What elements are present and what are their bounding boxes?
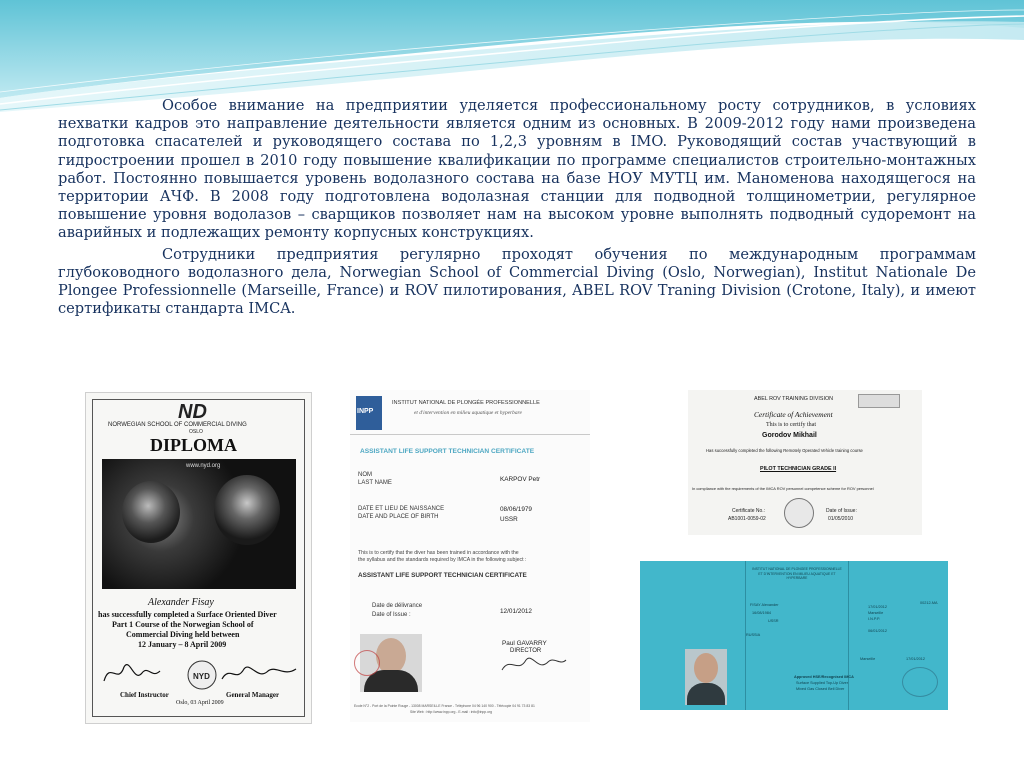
logbook-course-line-3: Mixed Gas Closed Bell Diver <box>796 687 845 691</box>
inpp-director-signature <box>498 652 568 676</box>
diploma-diver-photo <box>102 459 296 589</box>
inpp-issue-fr-label: Date de délivrance <box>372 603 423 609</box>
diploma-certificate-image <box>85 392 312 724</box>
inpp-nom-label: NOM <box>358 472 372 478</box>
inpp-certificate-title: ASSISTANT LIFE SUPPORT TECHNICIAN CERTIFICATE <box>360 448 535 455</box>
abel-header: ABEL ROV TRAINING DIVISION <box>754 396 834 402</box>
inpp-birth-fr-label: DATE ET LIEU DE NAISSANCE <box>358 506 445 512</box>
diploma-school-name: NORWEGIAN SCHOOL OF COMMERCIAL DIVING <box>108 422 247 428</box>
diploma-line-1: has successfully completed a Surface Oriented Diver <box>98 610 277 619</box>
inpp-lastname-label: LAST NAME <box>358 480 392 486</box>
diploma-city: OSLO <box>189 429 203 435</box>
body-text <box>58 97 976 321</box>
logbook-birth-date: 16/08/1984 <box>752 611 772 615</box>
logbook-holder-photo <box>685 649 727 705</box>
logbook-origin: USSR <box>768 619 779 623</box>
diploma-chief-instructor: Chief Instructor <box>120 691 169 699</box>
inpp-holder-photo <box>360 634 422 692</box>
inpp-certify-line-1: This is to certify that the diver has been trained in accordance with the <box>358 550 519 556</box>
inpp-footer-line-1: Ecole N°2 - Port de la Pointe Rouge - 13008 MARSEILLE France - Téléphone 04 96 140 900 - Télécopie 04 91 73 83 81 <box>354 704 535 708</box>
logbook-course-line-2: Surface Supplied Top-Up Diver <box>796 681 849 685</box>
diploma-recipient-name: Alexander Fisay <box>148 597 214 608</box>
diploma-line-2: Part 1 Course of the Norwegian School of <box>112 620 254 629</box>
inpp-institute-name: INSTITUT NATIONAL DE PLONGÉE PROFESSIONNELLE <box>392 400 540 406</box>
logbook-holder-name: FISAY Alexander <box>750 603 779 607</box>
logbook-card-number: 00212-MA <box>920 601 938 605</box>
inpp-footer-line-2: Site Web : http://www.inpp.org - E-mail : info@inpp.org <box>410 710 492 714</box>
inpp-issue-en-label: Date of Issue : <box>372 612 411 618</box>
inpp-birth-date: 08/06/1979 <box>500 506 532 513</box>
diver-logbook-card-image <box>640 561 948 710</box>
logbook-issue-date: 06/01/2012 <box>868 629 888 633</box>
inpp-birth-place: USSR <box>500 516 518 523</box>
abel-recipient-name: Gorodov Mikhail <box>762 432 817 439</box>
paragraph-2: Сотрудники предприятия регулярно проходят обучения по международным программам глубоководного водолазного дела, Norwegian School of Commercial Diving (Oslo, Norwegian), Institut Nationale De Plongee Professionnelle (Marseille, France) и ROV пилотирования, ABEL ROV Traning Division (Crotone, Italy), и имеют сертификаты стандарта IMCA. <box>58 245 976 318</box>
diploma-place-date: Oslo, 03 April 2009 <box>176 700 224 706</box>
diploma-general-manager: General Manager <box>226 691 280 699</box>
abel-cert-no: AB1001-0059-02 <box>728 516 766 522</box>
inpp-director-title: DIRECTOR <box>510 648 542 654</box>
abel-completed: Has successfully completed the following Remotely Operated Vehicle training course <box>706 448 863 453</box>
logbook-country: RUSSIA <box>746 633 761 637</box>
inpp-subject: ASSISTANT LIFE SUPPORT TECHNICIAN CERTIFICATE <box>358 572 527 579</box>
diploma-line-3: Commercial Diving held between <box>126 630 240 639</box>
diploma-dates: 12 January – 8 April 2009 <box>138 640 227 649</box>
logbook-left-header: INSTITUT NATIONAL DE PLONGEE PROFESSIONNELLE ET D'INTERVENTION EN MILIEU AQUATIQUE ET HYPERBARE <box>752 567 842 581</box>
logbook-stamp <box>902 667 938 697</box>
logbook-org: I.N.P.P. <box>868 617 881 621</box>
paragraph-1: Особое внимание на предприятии уделяется профессиональному росту сотрудников, в условиях нехватки кадров это направление деятельности является одним из основных. В 2009-2012 году нами произведена подготовка спасателей и руководящего состава по 1,2,3 уровням в IMO. Руководящий состав участвующий в гидростроении прошел в 2010 году повышение квалификации по программе специалистов строительно-монтажных работ. Постоянно повышается уровень водолазного состава на базе НОУ МУТЦ им. Маноменова находящегося на территории АЧФ. В 2008 году подготовлена водолазная станции для подводной толщинометрии, регулярное повышение уровня водолазов – сварщиков позволяет нам на высоком уровне выполнять подводный судоремонт на аварийных и подлежащих ремонту корпусных конструкциях. <box>58 97 976 242</box>
abel-cert-no-label: Certificate No.: <box>732 508 766 514</box>
nyd-logo: ND <box>178 401 207 423</box>
inpp-director-name: Paul GAVARRY <box>502 640 547 647</box>
inpp-name-value: KARPOV Petr <box>500 476 541 483</box>
logbook-stamp-date: 17/01/2012 <box>906 657 926 661</box>
logbook-stamp-city: Marseille <box>860 657 876 661</box>
abel-rov-certificate-image <box>688 390 922 535</box>
inpp-issue-date: 12/01/2012 <box>500 608 532 615</box>
inpp-logo: INPP <box>356 396 382 430</box>
logbook-city: Marseille <box>868 611 884 615</box>
inpp-certify-line-2: the syllabus and the standards required by IMCA in the following subject : <box>358 557 527 563</box>
diploma-website: www.nyd.org <box>186 463 221 469</box>
abel-course: PILOT TECHNICIAN GRADE II <box>760 466 837 472</box>
diploma-heading: DIPLOMA <box>150 435 237 455</box>
inpp-certificate-image <box>350 390 590 722</box>
abel-certify: This is to certify that <box>766 422 816 428</box>
logbook-card-date: 17/01/2012 <box>868 605 888 609</box>
logbook-course-line-1: Approved HSE/Recognised IMCA <box>794 675 854 679</box>
abel-issue-label: Date of Issue: <box>826 508 857 514</box>
diploma-signatures <box>100 655 300 691</box>
inpp-subtitle: et d'intervention en milieu aquatique et hyperbare <box>414 410 522 416</box>
abel-issue-date: 01/05/2010 <box>828 516 854 522</box>
abel-compliance: In compliance with the requirements of the IMCA ROV personnel competence scheme for ROV personnel <box>692 486 874 491</box>
abel-title: Certificate of Achievement <box>754 410 833 419</box>
abel-stamp <box>784 498 814 528</box>
abel-logos <box>858 394 900 408</box>
svg-text:NYD: NYD <box>193 672 210 681</box>
inpp-birth-en-label: DATE AND PLACE OF BIRTH <box>358 514 439 520</box>
